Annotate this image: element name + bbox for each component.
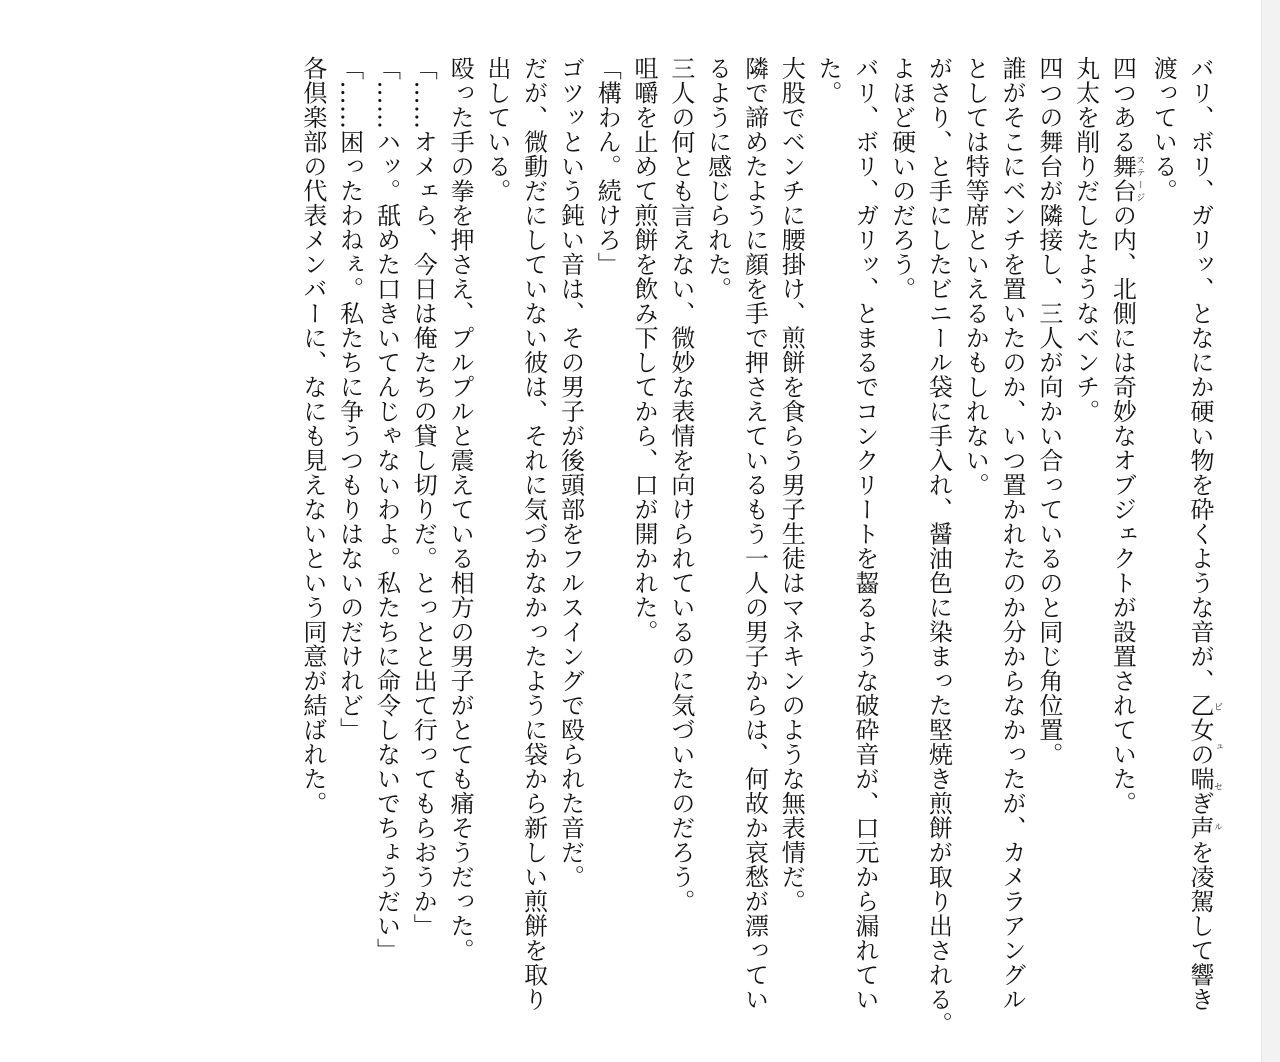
text-line-19: だが、微動だにしていない彼は、それに気づかなかったように袋から新しい煎餅を取り: [519, 56, 548, 1012]
text-line-15: 三人の何とも言えない、微妙な表情を向けられているのに気づいたのだろう。: [666, 56, 695, 914]
ruby-stage: 舞台ステージ: [1108, 154, 1145, 203]
scrollbar-track[interactable]: [1261, 0, 1280, 1062]
text-line-12: 大股でベンチに腰掛け、煎餅を食らう男子生徒はマネキンのような無表情だ。: [777, 56, 806, 914]
text-line-5: 四つの舞台が隣接し、三人が向かい合っているのと同じ角位置。: [1034, 56, 1063, 767]
text-line-16: 咀嚼を止めて煎餅を飲み下してから、口が開かれた。: [630, 56, 659, 644]
text-line-2: 渡っている。: [1149, 56, 1178, 203]
text-line-18: ゴツッという鈍い音は、その男子が後頭部をフルスイングで殴られた音だ。: [556, 56, 585, 889]
text-line-23: 「……ハッ。舐めた口きいてんじゃないわよ。私たちに命令しないでちょうだい」: [372, 56, 401, 963]
vertical-text-body: [294, 56, 1222, 1036]
text-line-13: 隣で諦めたように顔を手で押さえているもう一人の男子からは、何故か哀愁が漂ってい: [740, 56, 769, 1012]
text-line-25: 各倶楽部の代表メンバーに、なにも見えないという同意が結ばれた。: [298, 56, 327, 816]
text-line-20: 出している。: [482, 56, 511, 203]
text-line-10: バリ、ボリ、ガリッ、とまるでコンクリートを齧るような破砕音が、口元から漏れてい: [850, 56, 879, 1012]
text-line-8: がさり、と手にしたビニール袋に手入れ、醤油色に染まった堅焼き煎餅が取り出される。: [924, 56, 953, 1036]
text-line-6: 誰がそこにベンチを置いたのか、いつ置かれたのか分からなかったが、カメラアングル: [998, 56, 1027, 1012]
text-line-17: 「構わん。続けろ」: [593, 56, 622, 277]
ruby-otome: 乙女の喘ぎ声ビュセル: [1186, 693, 1222, 840]
text-line-4: 丸太を削りだしたようなベンチ。: [1071, 56, 1100, 424]
text-line-3: 四つある舞台ステージの内、北側には奇妙なオブジェクトが設置されていた。: [1108, 56, 1145, 816]
text-line-24: 「……困ったわねぇ。私たちに争うつもりはないのだけれど」: [335, 56, 364, 742]
text-line-9: よほど硬いのだろう。: [887, 56, 916, 301]
text-line-21: 殴った手の拳を押さえ、プルプルと震えている相方の男子がとても痛そうだった。: [446, 56, 475, 963]
text-line-11: た。: [814, 56, 843, 105]
text-line-7: としては特等席といえるかもしれない。: [961, 56, 990, 497]
text-line-1: バリ、ボリ、ガリッ、となにか硬い物を砕くような音が、乙女の喘ぎ声ビュセルを凌駕して響き: [1186, 56, 1222, 1012]
text-line-22: 「……オメェら、今日は俺たちの貸し切りだ。とっとと出て行ってもらおうか」: [409, 56, 438, 938]
text-line-14: るように感じられた。: [703, 56, 732, 301]
